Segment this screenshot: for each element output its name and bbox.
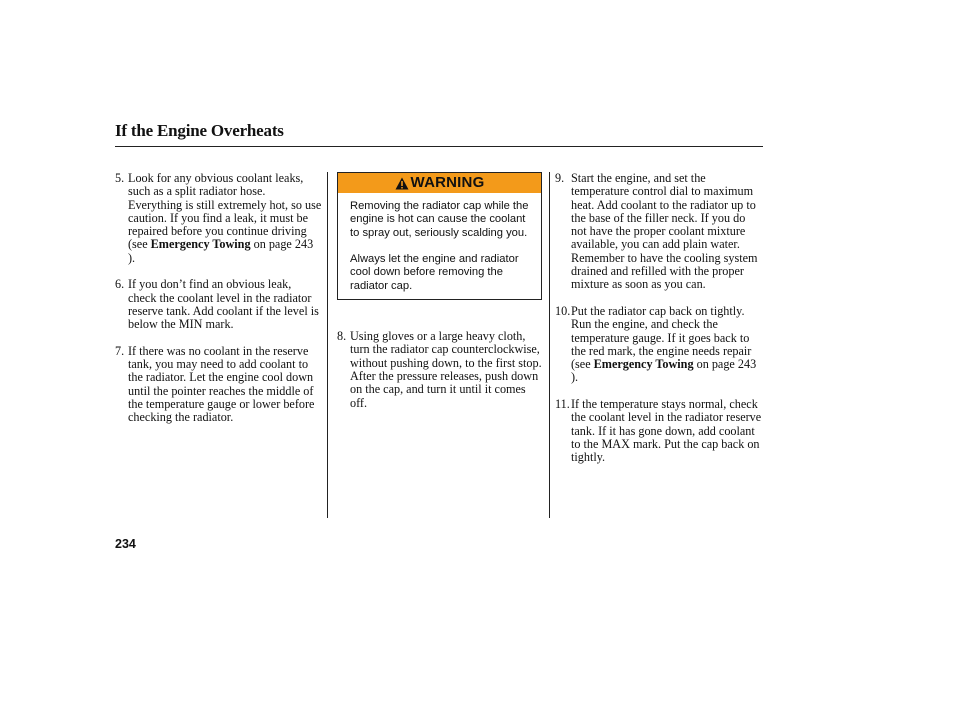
step-5 <box>115 172 322 265</box>
left-column <box>115 172 322 425</box>
warning-triangle-icon <box>395 177 409 190</box>
step-number: 5. <box>115 171 125 185</box>
page-title: If the Engine Overheats <box>115 121 284 140</box>
step-number: 10. <box>555 303 571 318</box>
warning-paragraph: Removing the radiator cap while the engine is hot can cause the coolant to spray out, seriously scalding you. <box>350 200 529 239</box>
step-text: Put the radiator cap back on tightly. Run the engine, and check the temperature gauge. If it goes back to the red mark, the engine needs repair (see <box>571 303 752 372</box>
step-text: Start the engine, and set the temperature control dial to maximum heat. Add coolant to the radiator up to the base of the filler neck. If you do not have the proper coolant mixture available, you can add plain water. Remember to have the cooling system drained and refilled with the proper mixture as soon as you can. <box>571 171 758 292</box>
step-text: Using gloves or a large heavy cloth, turn the radiator cap counterclockwise, without pushing down, to the first stop. After the pressure releases, push down on the cap, and turn it until it comes off. <box>350 329 542 410</box>
step-text-after: on page 243 ). <box>128 237 314 265</box>
step-number: 11. <box>555 397 570 412</box>
step-text: If you don’t find an obvious leak, check the coolant level in the radiator reserve tank. Add coolant if the level is below the MIN mark. <box>128 277 319 332</box>
step-text: If there was no coolant in the reserve tank, you may need to add coolant to the radiator. Let the engine cool down until the pointer reaches the middle of the temperature gauge or lower before checking the radiator. <box>128 343 315 425</box>
warning-body <box>338 193 541 299</box>
step-10 <box>555 305 763 385</box>
column-divider-right <box>549 172 550 518</box>
step-number: 7. <box>115 343 125 358</box>
warning-box <box>337 172 542 300</box>
step-text: Look for any obvious coolant leaks, such as a split radiator hose. Everything is still extremely hot, so use caution. If you find a leak, it must be repaired before you continue driving (see <box>128 171 322 252</box>
emergency-towing-link[interactable]: Emergency Towing <box>593 357 694 372</box>
right-column <box>555 172 763 465</box>
column-divider-left <box>327 172 328 518</box>
step-9 <box>555 172 763 292</box>
step-11 <box>555 398 763 464</box>
warning-paragraph: Always let the engine and radiator cool down before removing the radiator cap. <box>350 253 519 292</box>
step-text-after: on page 243 ). <box>571 357 757 385</box>
step-7 <box>115 345 322 425</box>
warning-label: WARNING <box>410 174 485 192</box>
step-number: 6. <box>115 277 125 292</box>
emergency-towing-link[interactable]: Emergency Towing <box>150 237 251 252</box>
step-number: 8. <box>337 329 347 344</box>
step-number: 9. <box>555 171 565 185</box>
middle-column <box>337 172 543 410</box>
page-number: 234 <box>115 537 136 551</box>
title-rule <box>115 146 763 147</box>
step-6 <box>115 278 322 331</box>
warning-header <box>338 173 541 193</box>
step-8 <box>337 330 543 410</box>
step-text: If the temperature stays normal, check the coolant level in the radiator reserve tank. If it has gone down, add coolant to the MAX mark. Put the cap back on tightly. <box>571 397 762 465</box>
